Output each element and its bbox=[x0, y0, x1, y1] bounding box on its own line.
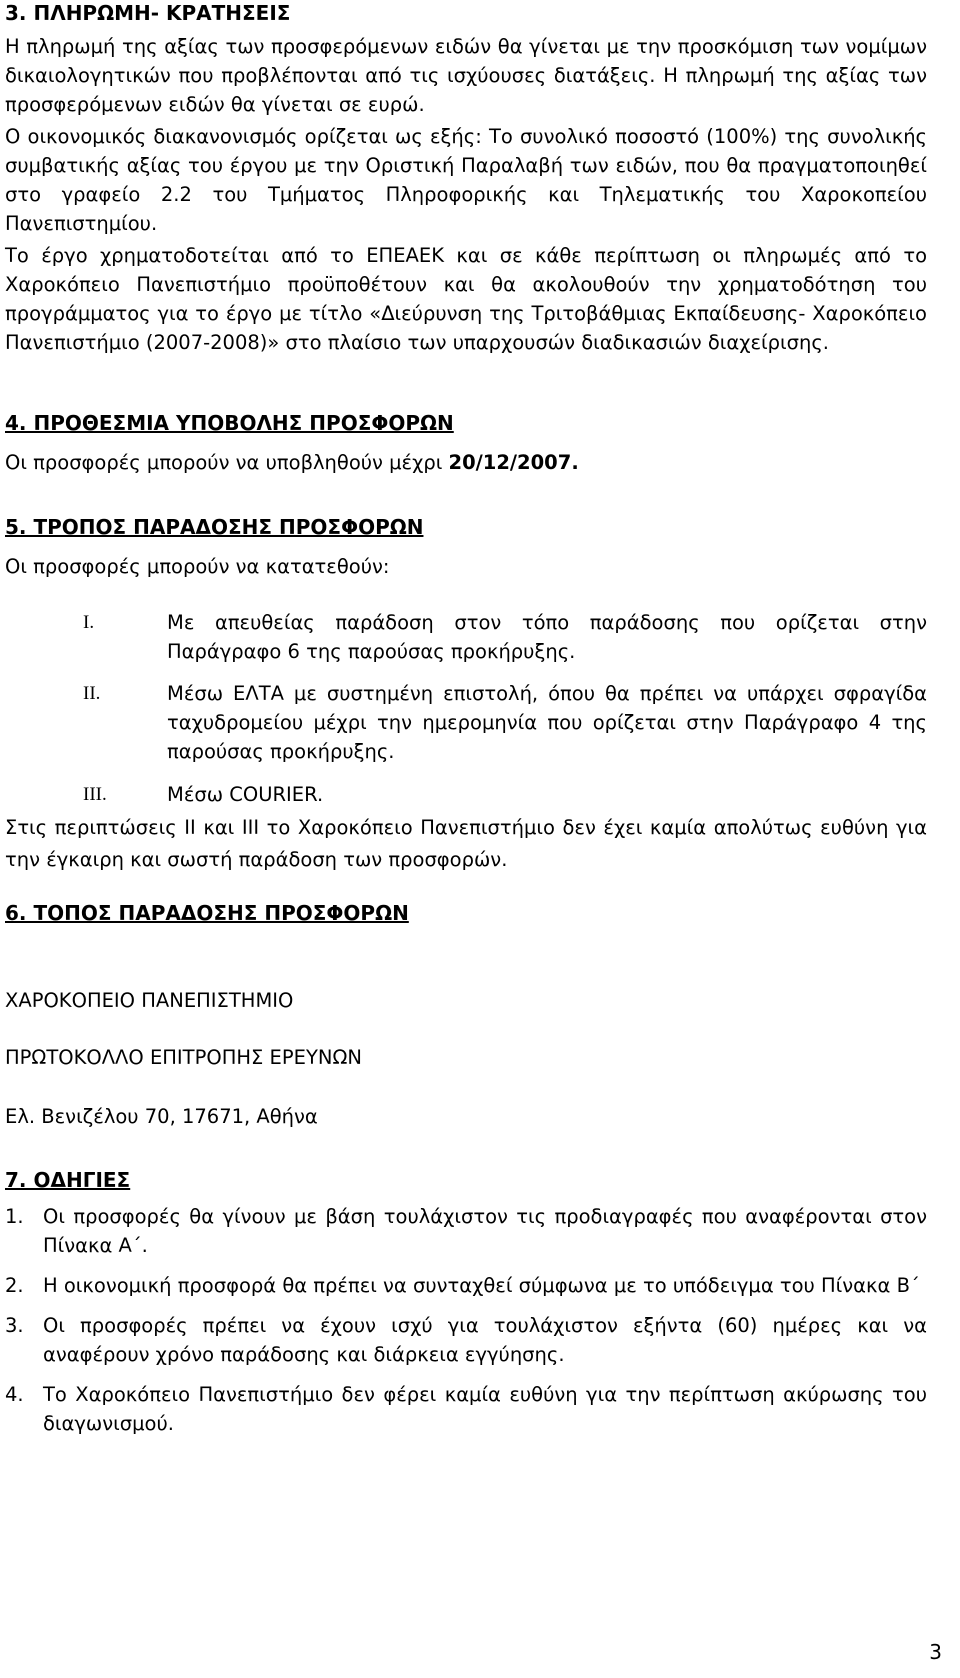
delivery-place-address: Ελ. Βενιζέλου 70, 17671, Αθήνα bbox=[5, 1105, 318, 1128]
list-item-text: Η οικονομική προσφορά θα πρέπει να συνταχθεί σύμφωνα με το υπόδειγμα του Πίνακα Β΄ bbox=[43, 1274, 920, 1297]
delivery-place-line-1: ΧΑΡΟΚΟΠΕΙΟ ΠΑΝΕΠΙΣΤΗΜΙΟ bbox=[5, 989, 294, 1012]
section-instructions bbox=[5, 1165, 927, 1438]
section-5-note: Στις περιπτώσεις ΙΙ και ΙΙΙ το Χαροκόπειο Πανεπιστήμιο δεν έχει καμία απολύτως ευθύνη για την έγκαιρη και σωστή παράδοση των προσφορών. bbox=[5, 816, 927, 871]
list-item-text: Μέσω ΕΛΤΑ με συστημένη επιστολή, όπου θα πρέπει να υπάρχει σφραγίδα ταχυδρομείου μέχρι την ημερομηνία που ορίζεται στην Παράγραφο 4 της παρούσας προκήρυξης. bbox=[167, 682, 927, 763]
section-4-title: 4. ΠΡΟΘΕΣΜΙΑ ΥΠΟΒΟΛΗΣ ΠΡΟΣΦΟΡΩΝ bbox=[5, 411, 454, 435]
delivery-place-line-2: ΠΡΩΤΟΚΟΛΛΟ ΕΠΙΤΡΟΠΗΣ ΕΡΕΥΝΩΝ bbox=[5, 1046, 362, 1069]
list-item-number: 4. bbox=[5, 1383, 24, 1406]
section-5-intro: Οι προσφορές μπορούν να κατατεθούν: bbox=[5, 555, 390, 578]
page-number: 3 bbox=[929, 1640, 942, 1664]
list-item bbox=[5, 679, 927, 766]
list-item-text: Με απευθείας παράδοση στον τόπο παράδοσης που ορίζεται στην Παράγραφο 6 της παρούσας προκήρυξης. bbox=[167, 611, 927, 663]
list-item-number: I. bbox=[83, 612, 95, 633]
list-item bbox=[5, 1202, 927, 1260]
list-item-text: Μέσω COURIER. bbox=[167, 783, 324, 806]
list-item-text: Οι προσφορές θα γίνουν με βάση τουλάχιστον τις προδιαγραφές που αναφέρονται στον Πίνακα Α΄. bbox=[43, 1205, 927, 1257]
deadline-date: 20/12/2007. bbox=[448, 451, 579, 474]
list-item-number: III. bbox=[83, 784, 107, 805]
list-item-number: 3. bbox=[5, 1314, 24, 1337]
section-delivery-method bbox=[5, 512, 927, 876]
list-item-text: Οι προσφορές πρέπει να έχουν ισχύ για τουλάχιστον εξήντα (60) ημέρες και να αναφέρουν χρόνο παράδοσης και διάρκεια εγγύησης. bbox=[43, 1314, 927, 1366]
section-deadline bbox=[5, 408, 927, 477]
list-item bbox=[5, 1271, 927, 1300]
list-item bbox=[5, 1311, 927, 1369]
list-item bbox=[5, 780, 927, 809]
list-item-number: II. bbox=[83, 683, 101, 704]
deadline-text bbox=[5, 448, 927, 477]
list-item-number: 2. bbox=[5, 1274, 24, 1297]
list-item-text: Το Χαροκόπειο Πανεπιστήμιο δεν φέρει καμία ευθύνη για την περίπτωση ακύρωσης του διαγωνισμού. bbox=[43, 1383, 927, 1435]
instructions-list bbox=[5, 1202, 927, 1438]
list-item bbox=[5, 608, 927, 666]
section-3-paragraph-2: Ο οικονομικός διακανονισμός ορίζεται ως εξής: Το συνολικό ποσοστό (100%) της συνολικής συμβατικής αξίας του έργου με την Οριστική Παραλαβή των ειδών, που θα πραγματοποιηθεί στο γραφείο 2.2 του Τμήματος Πληροφορικής και Τηλεματικής του Χαροκοπείου Πανεπιστημίου. bbox=[5, 125, 927, 235]
section-3-paragraph-1: Η πληρωμή της αξίας των προσφερόμενων ειδών θα γίνεται με την προσκόμιση των νομίμων δικαιολογητικών που προβλέπονται από τις ισχύουσες διατάξεις. Η πληρωμή της αξίας των προσφερόμενων ειδών θα γίνεται σε ευρώ. bbox=[5, 35, 927, 116]
section-7-title: 7. ΟΔΗΓΙΕΣ bbox=[5, 1168, 131, 1192]
section-6-title: 6. ΤΟΠΟΣ ΠΑΡΑΔΟΣΗΣ ΠΡΟΣΦΟΡΩΝ bbox=[5, 901, 409, 925]
list-item bbox=[5, 1380, 927, 1438]
section-payment bbox=[5, 0, 927, 357]
section-delivery-place bbox=[5, 898, 927, 1131]
deadline-label: Οι προσφορές μπορούν να υποβληθούν μέχρι bbox=[5, 451, 449, 474]
section-5-title: 5. ΤΡΟΠΟΣ ΠΑΡΑΔΟΣΗΣ ΠΡΟΣΦΟΡΩΝ bbox=[5, 515, 424, 539]
delivery-methods-list bbox=[5, 608, 927, 809]
list-item-number: 1. bbox=[5, 1205, 24, 1228]
section-3-paragraph-3: Το έργο χρηματοδοτείται από το ΕΠΕΑΕΚ και σε κάθε περίπτωση οι πληρωμές από το Χαροκόπειο Πανεπιστήμιο προϋποθέτουν και θα ακολουθούν την χρηματοδότηση του προγράμματος για το έργο με τίτλο «Διεύρυνση της Τριτοβάθμιας Εκπαίδευσης- Χαροκόπειο Πανεπιστήμιο (2007-2008)» στο πλαίσιο των υπαρχουσών διαδικασιών διαχείρισης. bbox=[5, 244, 927, 354]
section-3-title: 3. ΠΛΗΡΩΜΗ- ΚΡΑΤΗΣΕΙΣ bbox=[5, 1, 291, 25]
